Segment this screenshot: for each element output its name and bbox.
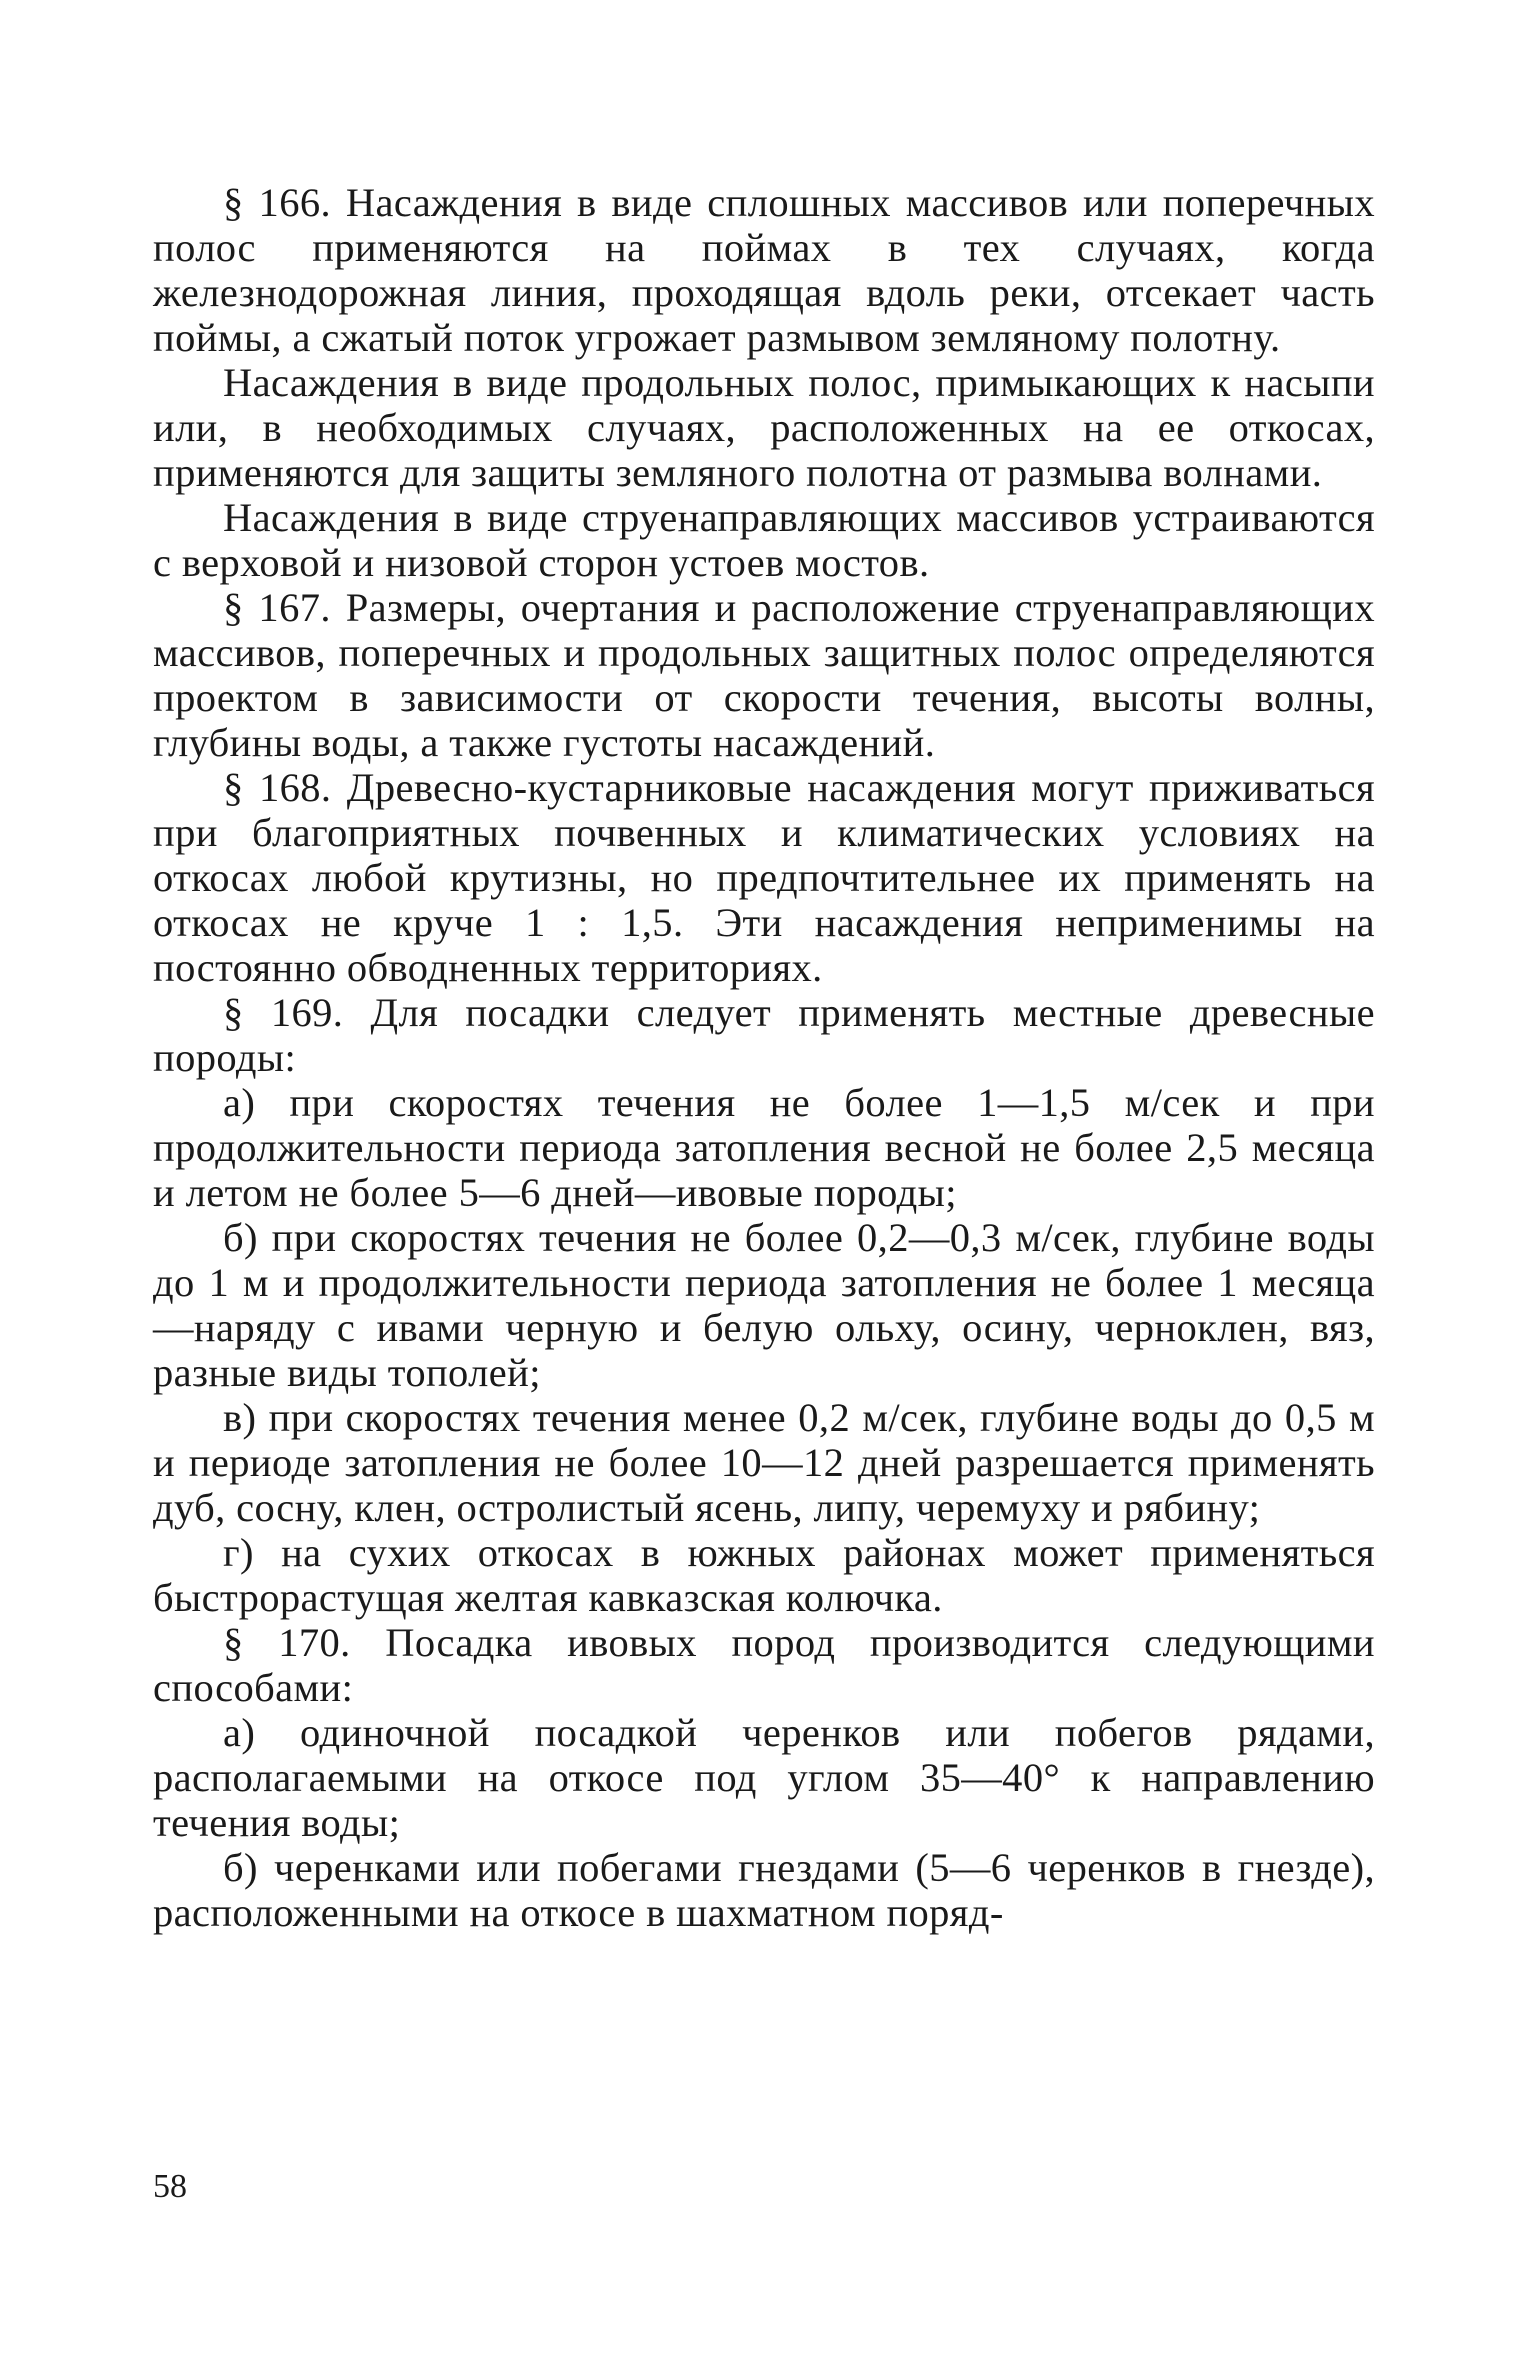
paragraph-170-intro: § 170. Посадка ивовых пород производится следующими способами: bbox=[153, 1620, 1375, 1710]
list-item-169-b: б) при скоростях течения не более 0,2—0,3 м/сек, глубине воды до 1 м и продолжительности периода затопления не более 1 месяца—наряду с ивами черную и белую ольху, осину, чернoклен, вяз, разные виды тополей; bbox=[153, 1215, 1375, 1395]
paragraph-longitudinal-strips: Насаждения в виде продольных полос, примыкающих к насыпи или, в необходимых случаях, расположенных на ее откосах, применяются для защиты земляного полотна от размыва волнами. bbox=[153, 360, 1375, 495]
paragraph-168: § 168. Древесно-кустарниковые насаждения могут приживаться при благоприятных почвенных и климатических условиях на откосах любой крутизны, но предпочтительнее их применять на откосах не круче 1 : 1,5. Эти насаждения неприменимы на постоянно обводненных территориях. bbox=[153, 765, 1375, 990]
paragraph-166-intro: § 166. Насаждения в виде сплошных массивов или поперечных полос применяются на поймах в тех случаях, когда железнодорожная линия, проходящая вдоль реки, отсекает часть поймы, а сжатый поток угрожает размывом земляному полотну. bbox=[153, 180, 1375, 360]
list-item-169-a: а) при скоростях течения не более 1—1,5 м/сек и при продолжительности периода затопления весной не более 2,5 месяца и летом не более 5—6 дней—ивовые породы; bbox=[153, 1080, 1375, 1215]
list-item-169-v: в) при скоростях течения менее 0,2 м/сек, глубине воды до 0,5 м и периоде затопления не более 10—12 дней разрешается применять дуб, сосну, клен, остролистый ясень, липу, черемуху и рябину; bbox=[153, 1395, 1375, 1530]
page-body bbox=[153, 180, 1375, 1935]
paragraph-169-intro: § 169. Для посадки следует применять местные древесные породы: bbox=[153, 990, 1375, 1080]
paragraph-flow-guiding-massifs: Насаждения в виде струенаправляющих массивов устраиваются с верховой и низовой сторон устоев мостов. bbox=[153, 495, 1375, 585]
list-item-169-g: г) на сухих откосах в южных районах может применяться быстрорастущая желтая кавказская колючка. bbox=[153, 1530, 1375, 1620]
paragraph-167: § 167. Размеры, очертания и расположение струенаправляющих массивов, поперечных и продольных защитных полос определяются проектом в зависимости от скорости течения, высоты волны, глубины воды, а также густоты насаждений. bbox=[153, 585, 1375, 765]
list-item-170-a: а) одиночной посадкой черенков или побегов рядами, располагаемыми на откосе под углом 35—40° к направлению течения воды; bbox=[153, 1710, 1375, 1845]
list-item-170-b: б) черенками или побегами гнездами (5—6 черенков в гнезде), расположенными на откосе в шахматном поряд- bbox=[153, 1845, 1375, 1935]
page-number: 58 bbox=[153, 2168, 187, 2205]
